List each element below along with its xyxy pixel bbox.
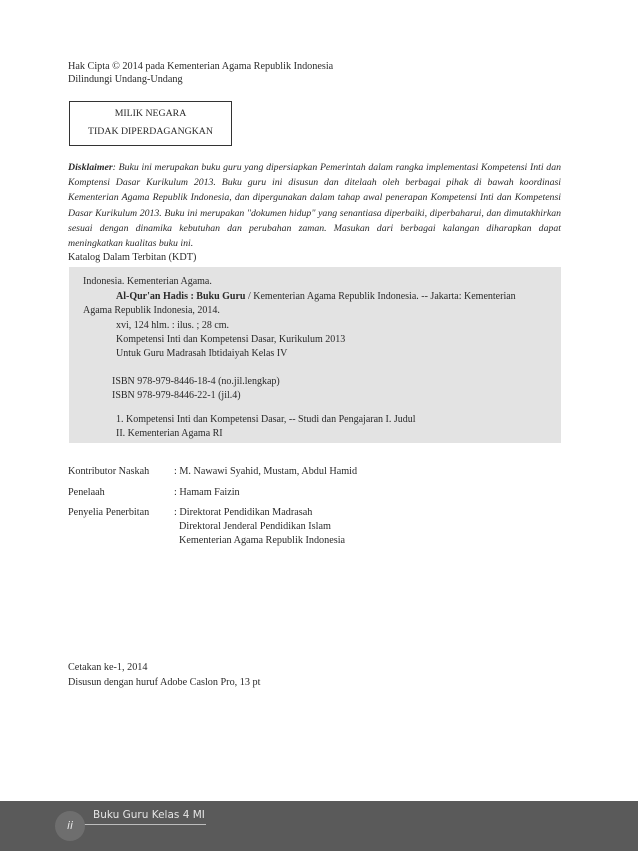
credit-key: Kontributor Naskah bbox=[68, 466, 150, 477]
page-number-badge: ii bbox=[55, 811, 85, 841]
kdt-line-curriculum: Kompetensi Inti dan Kompetensi Dasar, Kurikulum 2013 bbox=[116, 334, 346, 345]
disclaimer-text: : Buku ini merupakan buku guru yang dipersiapkan Pemerintah dalam rangka implementasi Kompetensi Inti dan Komptensi Dasar Kurikulum 2013. Buku guru ini disusun dan ditelaah oleh berbagai pihak di bawah koordinasi Kementerian Agama Republik Indonesia, dan dipergunakan dalam tahap awal penerapan Kompetensi Inti dan Kompetensi Dasar Kurikulum 2013. Buku ini merupakan "dokumen hidup" yang senantiasa diperbaiki, diperbaharui, dan dimutakhirkan sesuai dengan dinamika kebutuhan dan perubahan zaman. Masukan dari berbagai kalangan diharapkan dapat meningkatkan kualitas buku ini. bbox=[68, 162, 561, 250]
ownership-line-1: MILIK NEGARA bbox=[114, 108, 187, 119]
kdt-title-line bbox=[116, 290, 516, 303]
kdt-heading: Katalog Dalam Terbitan (KDT) bbox=[68, 252, 197, 263]
kdt-subject-2: II. Kementerian Agama RI bbox=[116, 428, 223, 439]
kdt-subject-1: 1. Kompetensi Inti dan Kompetensi Dasar, -- Studi dan Pengajaran I. Judul bbox=[116, 414, 416, 425]
protected-by-law-line: Dilindungi Undang-Undang bbox=[68, 74, 183, 85]
copyright-notice bbox=[68, 60, 333, 86]
copyright-line: Hak Cipta © 2014 pada Kementerian Agama Republik Indonesia bbox=[68, 61, 334, 72]
kdt-book-title: Al-Qur'an Hadis : Buku Guru bbox=[116, 291, 246, 302]
kdt-line-publisher: Indonesia. Kementerian Agama. bbox=[83, 276, 212, 287]
credit-value: : Hamam Faizin bbox=[174, 487, 240, 498]
credit-value: : M. Nawawi Syahid, Mustam, Abdul Hamid bbox=[174, 466, 358, 477]
ownership-line-2: TIDAK DIPERDAGANGKAN bbox=[88, 126, 213, 137]
kdt-isbn-full: ISBN 978-979-8446-18-4 (no.jil.lengkap) bbox=[112, 376, 280, 387]
credit-key: Penelaah bbox=[68, 487, 105, 498]
kdt-isbn-volume: ISBN 978-979-8446-22-1 (jil.4) bbox=[112, 390, 241, 401]
printing-info bbox=[68, 660, 260, 690]
kdt-line-pages: xvi, 124 hlm. : ilus. ; 28 cm. bbox=[116, 320, 230, 331]
kdt-line-audience: Untuk Guru Madrasah Ibtidaiyah Kelas IV bbox=[116, 348, 288, 359]
ownership-box bbox=[69, 101, 232, 146]
footer-divider bbox=[66, 824, 206, 825]
credit-continuation-1: Direktoral Jenderal Pendidikan Islam bbox=[179, 521, 331, 532]
disclaimer-paragraph bbox=[68, 160, 561, 251]
footer-book-title: Buku Guru Kelas 4 MI bbox=[93, 809, 205, 821]
printing-edition: Cetakan ke-1, 2014 bbox=[68, 662, 148, 673]
credit-value: : Direktorat Pendidikan Madrasah bbox=[174, 507, 313, 518]
credit-continuation-2: Kementerian Agama Republik Indonesia bbox=[179, 535, 346, 546]
kdt-title-rest: / Kementerian Agama Republik Indonesia. -- Jakarta: Kementerian bbox=[245, 291, 516, 302]
disclaimer-label: Disklaimer bbox=[68, 162, 113, 173]
kdt-line-year: Agama Republik Indonesia, 2014. bbox=[83, 305, 220, 316]
printing-typeface: Disusun dengan huruf Adobe Caslon Pro, 13 pt bbox=[68, 677, 261, 688]
credit-key: Penyelia Penerbitan bbox=[68, 507, 150, 518]
kdt-catalog-box bbox=[69, 267, 561, 443]
